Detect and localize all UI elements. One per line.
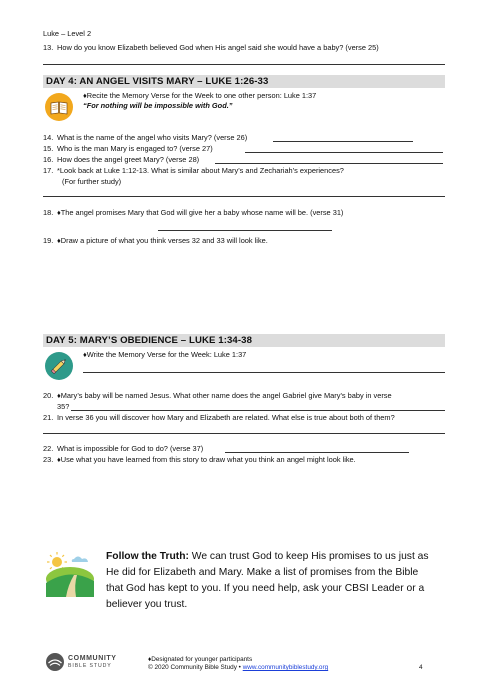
question-text: Who is the man Mary is engaged to? (verse 27) [57,144,213,153]
footer-note: ♦Designated for younger participants [148,656,253,663]
question-number: 14. [43,133,54,142]
question-15 [43,144,213,153]
answer-line[interactable] [273,141,413,142]
question-23 [43,455,356,464]
question-22 [43,444,203,453]
pencil-icon [45,352,73,380]
memory-verse-text: “For nothing will be impossible with God.” [83,101,233,110]
question-16 [43,155,199,164]
cbs-logo-subtitle: BIBLE STUDY [68,663,112,669]
website-link[interactable]: www.communitybiblestudy.org [242,664,329,671]
question-19 [43,236,268,245]
answer-line[interactable] [245,152,443,153]
section-band-day4 [43,75,445,88]
question-text: What is the name of the angel who visits Mary? (verse 26) [57,133,248,142]
question-14 [43,133,247,142]
question-text: ♦Draw a picture of what you think verses 32 and 33 will look like. [57,236,268,245]
follow-the-truth-line3: that God has kept to you. If you need help, ask your CBSI Leader or a [106,583,425,594]
drawing-area[interactable] [43,248,445,330]
question-number: 19. [43,236,54,245]
question-number: 22. [43,444,54,453]
question-text: *Look back at Luke 1:12-13. What is similar about Mary’s and Zechariah’s experiences? [57,166,344,175]
question-text: What is impossible for God to do? (verse 37) [57,444,204,453]
question-number: 18. [43,208,54,217]
question-text: ♦The angel promises Mary that God will give her a baby whose name will be. (verse 31) [57,208,344,217]
question-17-note: (For further study) [62,177,122,186]
question-21 [43,413,395,422]
question-20 [43,391,392,400]
memory-verse-instruction: ♦Recite the Memory Verse for the Week to one other person: Luke 1:37 [83,91,317,100]
memory-verse-instruction: ♦Write the Memory Verse for the Week: Luke 1:37 [83,350,247,359]
section-heading: DAY 5: MARY’S OBEDIENCE – LUKE 1:34-38 [46,335,253,346]
answer-line[interactable] [43,196,445,197]
question-text: How do you know Elizabeth believed God when His angel said she would have a baby? (verse 25) [57,43,379,52]
question-text: In verse 36 you will discover how Mary and Elizabeth are related. What else is true about both of them? [57,413,395,422]
question-number: 15. [43,144,54,153]
section-heading: DAY 4: AN ANGEL VISITS MARY – LUKE 1:26-33 [46,76,269,87]
question-text: ♦Mary’s baby will be named Jesus. What other name does the angel Gabriel give Mary’s baby in verse [57,391,392,400]
answer-line[interactable] [71,410,445,411]
path-landscape-icon [44,549,96,597]
question-number: 23. [43,455,54,464]
footer-copyright: © 2020 Community Bible Study • www.communitybiblestudy.org [148,664,329,671]
question-20-cont: 35? [57,402,70,411]
answer-line[interactable] [43,433,445,434]
answer-line[interactable] [158,230,332,231]
follow-the-truth-line1: Follow the Truth: We can trust God to keep His promises to us just as [106,551,429,562]
question-number: 13. [43,43,54,52]
book-icon [45,93,73,121]
follow-the-truth-line4: believer you trust. [106,599,188,610]
question-text: ♦Use what you have learned from this story to draw what you think an angel might look like. [57,455,356,464]
answer-line[interactable] [225,452,409,453]
question-number: 17. [43,166,54,175]
answer-line[interactable] [43,64,445,65]
question-text: How does the angel greet Mary? (verse 28) [57,155,200,164]
drawing-area[interactable] [43,467,445,541]
question-18 [43,208,343,217]
question-number: 20. [43,391,54,400]
question-17 [43,166,344,175]
follow-the-truth-line2: He did for Elizabeth and Mary. Make a list of promises from the Bible [106,567,419,578]
answer-line[interactable] [215,163,443,164]
question-number: 16. [43,155,54,164]
question-number: 21. [43,413,54,422]
cbs-logo-wordmark: COMMUNITY [68,655,117,662]
answer-line[interactable] [83,372,445,373]
section-band-day5 [43,334,445,347]
question-13 [43,43,379,52]
cbs-logo-icon [45,652,65,672]
follow-the-truth-title: Follow the Truth: [106,551,189,562]
running-header: Luke – Level 2 [43,29,92,38]
page-number: 4 [419,664,423,671]
